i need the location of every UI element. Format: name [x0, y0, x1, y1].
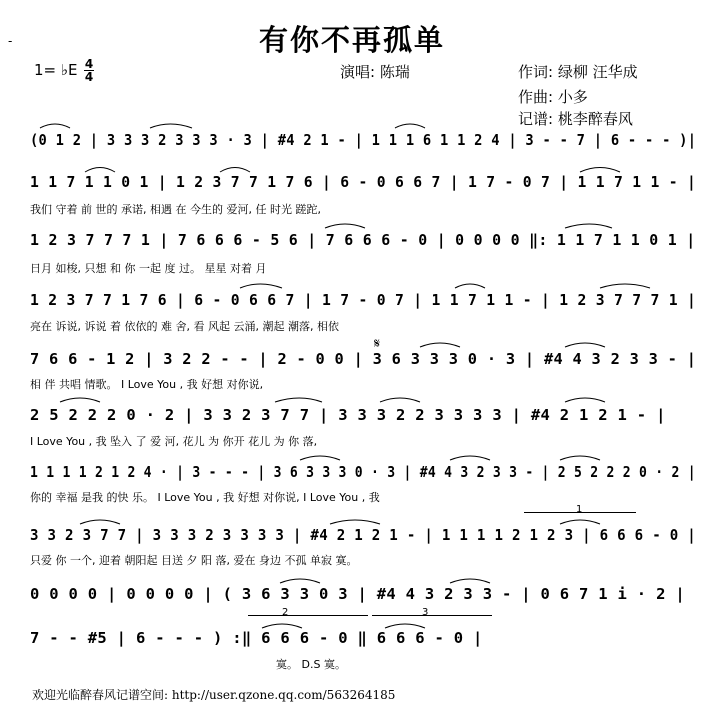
- lyrics-row-7: 你的 幸福 是我 的快 乐。 I Love You , 我 好想 对你说, I Love You , 我: [30, 491, 380, 504]
- time-sig-bottom: 4: [84, 70, 94, 84]
- lyricist: 作词: 绿柳 汪华成: [518, 63, 638, 81]
- lyrics-row-2: 我们 守着 前 世的 承诺, 相遇 在 今生的 爱河, 任 时光 蹉跎,: [30, 203, 321, 216]
- notation-row-7: 1 1 1 1 2 1 2 4 · | 3 - - - | 3 6 3 3 3 0 · 3 | #4 4 3 2 3 3 - | 2 5 2 2 2 0 · 2 |: [30, 463, 696, 481]
- volta-3-line: [372, 615, 492, 616]
- segno-sign: 𝄋: [374, 336, 381, 352]
- notation-row-4: 1 2 3 7 7 1 7 6 | 6 - 0 6 6 7 | 1 7 - 0 7 | 1 1 7 1 1 - | 1 2 3 7 7 7 1 |: [30, 291, 697, 309]
- notation-row-5: 7 6 6 - 1 2 | 3 2 2 - - | 2 - 0 0 | 3 6 3 3 3 0 · 3 | #4 4 3 2 3 3 - |: [30, 350, 697, 368]
- transcriber: 记谱: 桃李醉春风: [518, 110, 633, 128]
- volta-1-label: 1: [576, 504, 583, 515]
- time-signature: [84, 58, 94, 83]
- time-sig-top: 4: [84, 57, 94, 71]
- footer-credit: 欢迎光临醉春风记谱空间: http://user.qzone.qq.com/563264185: [32, 688, 396, 702]
- singer: 演唱: 陈瑞: [340, 63, 410, 81]
- notation-row-8: 3 3 2 3 7 7 | 3 3 3 2 3 3 3 3 | #4 2 1 2 1 - | 1 1 1 1 2 1 2 3 | 6 6 6 - 0 |: [30, 526, 697, 544]
- page-mark: -: [8, 34, 13, 48]
- lyrics-row-5: 相 伴 共唱 情歌。 I Love You , 我 好想 对你说,: [30, 378, 264, 391]
- lyrics-row-6: I Love You , 我 坠入 了 爱 河, 花儿 为 你开 花儿 为 你 落,: [30, 435, 318, 448]
- lyrics-row-3: 日月 如梭, 只想 和 你 一起 度 过。 星星 对着 月: [30, 262, 267, 275]
- lyrics-row-4: 亮在 诉说, 诉说 着 依依的 难 舍, 看 风起 云涌, 潮起 潮落, 相依: [30, 320, 339, 333]
- notation-row-9: 0 0 0 0 | 0 0 0 0 | ( 3 6 3 3 0 3 | #4 4 3 2 3 3 - | 0 6 7 1 i · 2 |: [30, 585, 685, 603]
- song-title: 有你不再孤单: [258, 23, 445, 57]
- notation-row-6: 2 5 2 2 2 0 · 2 | 3 3 2 3 7 7 | 3 3 3 2 2 3 3 3 3 | #4 2 1 2 1 - |: [30, 406, 666, 424]
- volta-3-label: 3: [422, 607, 429, 618]
- notation-row-1: (0 1 2 | 3 3 3 2 3 3 3 · 3 | #4 2 1 - | 1 1 1 6 1 1 2 4 | 3 - - 7 | 6 - - - )|: [30, 131, 697, 149]
- lyrics-row-8: 只爱 你 一个, 迎着 朝阳起 目送 夕 阳 落, 爱在 身边 不孤 单寂 寞。: [30, 554, 358, 567]
- notation-row-2: 1 1 7 1 1 0 1 | 1 2 3 7 7 1 7 6 | 6 - 0 6 6 7 | 1 7 - 0 7 | 1 1 7 1 1 - |: [30, 173, 697, 191]
- key-signature: 1= ♭E: [34, 61, 78, 79]
- volta-2-line: [248, 615, 368, 616]
- composer: 作曲: 小多: [518, 88, 588, 106]
- lyrics-row-10: 寞。 D.S 寞。: [276, 658, 346, 671]
- notation-row-3: 1 2 3 7 7 7 1 | 7 6 6 6 - 5 6 | 7 6 6 6 - 0 | 0 0 0 0 ‖: 1 1 7 1 1 0 1 |: [30, 231, 696, 249]
- notation-row-10: 7 - - #5 | 6 - - - ) :‖ 6 6 6 - 0 ‖ 6 6 6 - 0 |: [30, 629, 483, 647]
- volta-2-label: 2: [282, 607, 289, 618]
